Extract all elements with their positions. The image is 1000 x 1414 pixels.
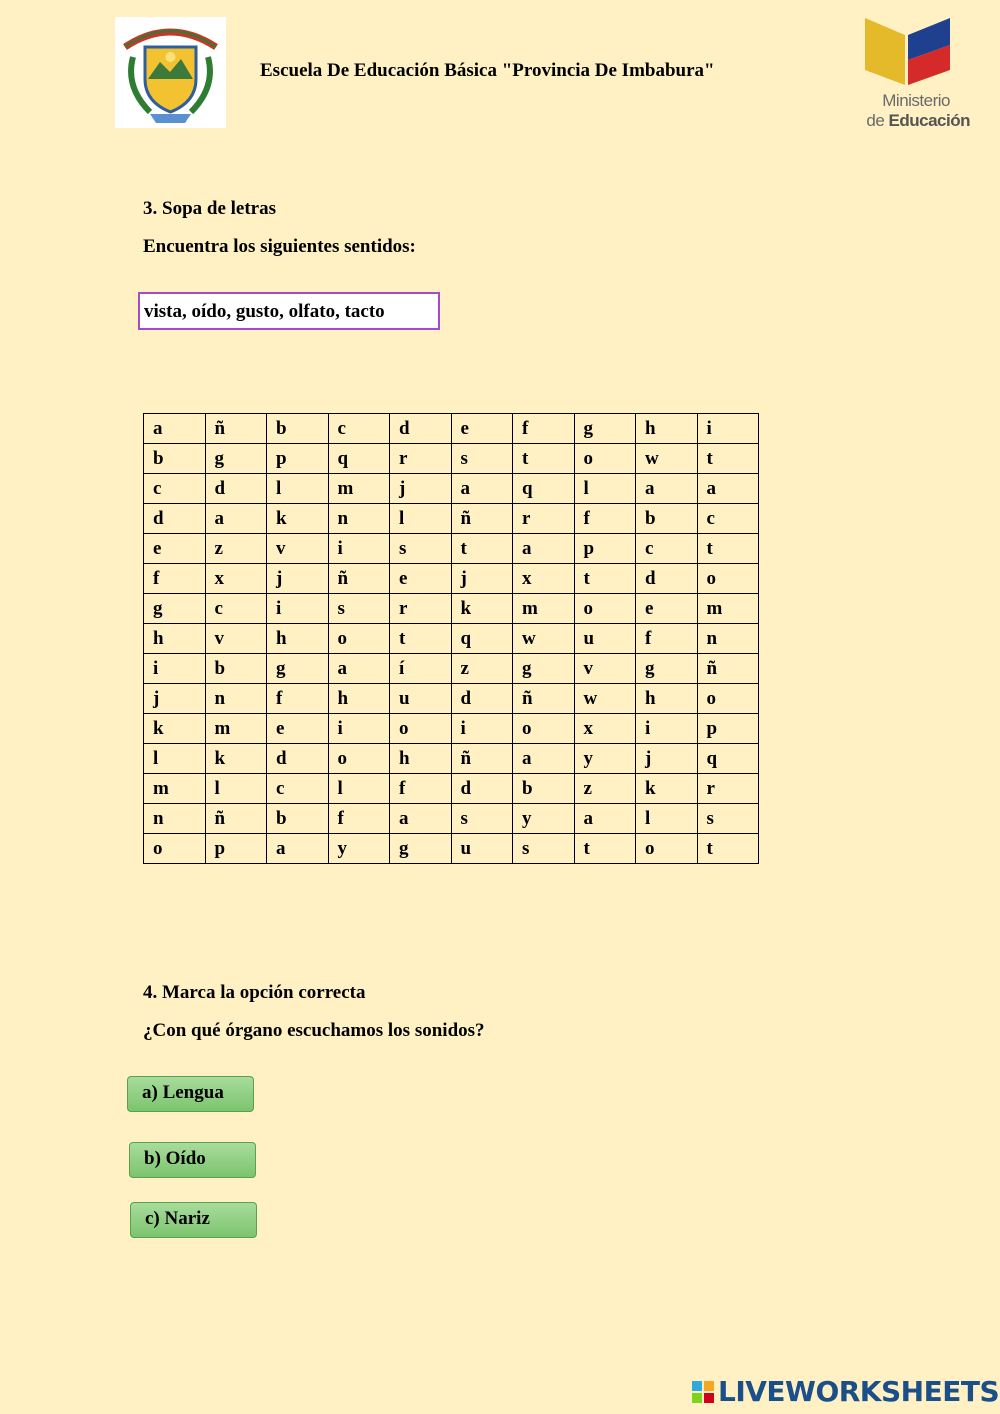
grid-row: [144, 804, 759, 834]
grid-cell: v: [205, 624, 267, 654]
grid-cell: e: [390, 564, 452, 594]
grid-cell: l: [328, 774, 390, 804]
grid-cell: f: [513, 414, 575, 444]
grid-cell: o: [697, 564, 759, 594]
grid-cell: z: [205, 534, 267, 564]
grid-cell: s: [328, 594, 390, 624]
grid-cell: u: [451, 834, 513, 864]
grid-cell: k: [205, 744, 267, 774]
grid-cell: n: [144, 804, 206, 834]
grid-cell: w: [636, 444, 698, 474]
grid-cell: a: [513, 534, 575, 564]
grid-cell: s: [390, 534, 452, 564]
grid-cell: e: [451, 414, 513, 444]
grid-cell: h: [636, 684, 698, 714]
grid-cell: d: [144, 504, 206, 534]
grid-cell: c: [144, 474, 206, 504]
grid-cell: t: [513, 444, 575, 474]
word-search-grid: [143, 413, 759, 864]
grid-cell: o: [390, 714, 452, 744]
section3-title: 3. Sopa de letras: [143, 198, 276, 219]
grid-cell: h: [144, 624, 206, 654]
grid-cell: ñ: [697, 654, 759, 684]
grid-cell: ñ: [328, 564, 390, 594]
grid-cell: f: [144, 564, 206, 594]
grid-cell: ñ: [451, 744, 513, 774]
grid-cell: b: [205, 654, 267, 684]
grid-cell: b: [513, 774, 575, 804]
grid-row: [144, 714, 759, 744]
grid-cell: l: [390, 504, 452, 534]
liveworksheets-cube-icon: [692, 1377, 714, 1399]
grid-cell: z: [574, 774, 636, 804]
grid-cell: n: [205, 684, 267, 714]
school-crest-logo: [115, 17, 226, 128]
grid-cell: m: [697, 594, 759, 624]
grid-cell: h: [267, 624, 329, 654]
grid-cell: ñ: [205, 414, 267, 444]
grid-row: [144, 774, 759, 804]
grid-cell: u: [574, 624, 636, 654]
grid-cell: ñ: [205, 804, 267, 834]
option-b-button[interactable]: b) Oído: [129, 1142, 256, 1178]
grid-cell: j: [636, 744, 698, 774]
grid-cell: q: [328, 444, 390, 474]
grid-cell: x: [574, 714, 636, 744]
grid-cell: y: [574, 744, 636, 774]
grid-cell: a: [697, 474, 759, 504]
grid-cell: o: [697, 684, 759, 714]
grid-cell: a: [451, 474, 513, 504]
grid-cell: a: [267, 834, 329, 864]
grid-cell: z: [451, 654, 513, 684]
grid-cell: í: [390, 654, 452, 684]
grid-cell: c: [636, 534, 698, 564]
ministry-line2: de Educación: [866, 111, 970, 130]
grid-cell: e: [636, 594, 698, 624]
grid-cell: s: [513, 834, 575, 864]
grid-row: [144, 474, 759, 504]
option-c-button[interactable]: c) Nariz: [130, 1202, 257, 1238]
grid-cell: o: [328, 624, 390, 654]
grid-cell: n: [697, 624, 759, 654]
grid-cell: q: [513, 474, 575, 504]
grid-cell: i: [697, 414, 759, 444]
grid-cell: r: [390, 594, 452, 624]
section4-question: ¿Con qué órgano escuchamos los sonidos?: [143, 1020, 485, 1041]
grid-cell: y: [328, 834, 390, 864]
school-name: Escuela De Educación Básica "Provincia De Imbabura": [260, 60, 715, 81]
grid-cell: m: [328, 474, 390, 504]
grid-cell: i: [267, 594, 329, 624]
grid-row: [144, 744, 759, 774]
grid-cell: f: [574, 504, 636, 534]
grid-cell: d: [451, 684, 513, 714]
grid-cell: r: [697, 774, 759, 804]
grid-row: [144, 564, 759, 594]
grid-row: [144, 504, 759, 534]
grid-cell: j: [390, 474, 452, 504]
grid-row: [144, 444, 759, 474]
grid-cell: t: [390, 624, 452, 654]
grid-cell: g: [636, 654, 698, 684]
grid-cell: a: [328, 654, 390, 684]
grid-cell: p: [267, 444, 329, 474]
grid-cell: o: [513, 714, 575, 744]
grid-cell: m: [144, 774, 206, 804]
grid-cell: v: [574, 654, 636, 684]
grid-cell: u: [390, 684, 452, 714]
grid-cell: t: [697, 444, 759, 474]
grid-cell: s: [697, 804, 759, 834]
word-list-box: vista, oído, gusto, olfato, tacto: [138, 292, 440, 330]
grid-cell: f: [328, 804, 390, 834]
grid-cell: d: [205, 474, 267, 504]
grid-cell: c: [328, 414, 390, 444]
grid-cell: t: [697, 834, 759, 864]
grid-cell: c: [267, 774, 329, 804]
grid-cell: w: [513, 624, 575, 654]
grid-cell: g: [513, 654, 575, 684]
grid-cell: i: [636, 714, 698, 744]
grid-cell: l: [636, 804, 698, 834]
grid-row: [144, 834, 759, 864]
grid-cell: p: [697, 714, 759, 744]
grid-cell: g: [205, 444, 267, 474]
grid-cell: f: [390, 774, 452, 804]
grid-cell: t: [574, 834, 636, 864]
grid-cell: m: [205, 714, 267, 744]
grid-row: [144, 414, 759, 444]
grid-cell: h: [636, 414, 698, 444]
grid-row: [144, 624, 759, 654]
grid-cell: i: [328, 714, 390, 744]
grid-cell: a: [513, 744, 575, 774]
grid-cell: k: [267, 504, 329, 534]
grid-cell: p: [574, 534, 636, 564]
grid-cell: a: [144, 414, 206, 444]
grid-cell: x: [513, 564, 575, 594]
grid-cell: k: [636, 774, 698, 804]
grid-cell: j: [267, 564, 329, 594]
grid-cell: ñ: [513, 684, 575, 714]
grid-cell: d: [636, 564, 698, 594]
grid-cell: o: [574, 444, 636, 474]
grid-cell: ñ: [451, 504, 513, 534]
grid-cell: k: [451, 594, 513, 624]
grid-cell: o: [636, 834, 698, 864]
grid-cell: b: [144, 444, 206, 474]
grid-cell: o: [144, 834, 206, 864]
grid-cell: a: [574, 804, 636, 834]
grid-cell: d: [451, 774, 513, 804]
grid-cell: c: [697, 504, 759, 534]
grid-row: [144, 684, 759, 714]
grid-cell: q: [451, 624, 513, 654]
grid-cell: k: [144, 714, 206, 744]
grid-cell: l: [267, 474, 329, 504]
grid-cell: s: [451, 804, 513, 834]
grid-cell: o: [328, 744, 390, 774]
grid-cell: i: [451, 714, 513, 744]
grid-cell: f: [267, 684, 329, 714]
grid-cell: h: [328, 684, 390, 714]
grid-cell: l: [205, 774, 267, 804]
grid-cell: t: [574, 564, 636, 594]
grid-cell: t: [451, 534, 513, 564]
liveworksheets-logo: [692, 1375, 1000, 1408]
grid-cell: c: [205, 594, 267, 624]
grid-cell: a: [205, 504, 267, 534]
grid-cell: i: [328, 534, 390, 564]
ministry-line1: Ministerio: [882, 91, 950, 110]
grid-cell: i: [144, 654, 206, 684]
grid-cell: x: [205, 564, 267, 594]
grid-cell: d: [267, 744, 329, 774]
grid-cell: l: [144, 744, 206, 774]
grid-cell: a: [636, 474, 698, 504]
grid-cell: a: [390, 804, 452, 834]
grid-row: [144, 534, 759, 564]
grid-row: [144, 654, 759, 684]
ministry-logo: [850, 15, 970, 135]
grid-cell: b: [267, 804, 329, 834]
liveworksheets-brand: LIVEWORKSHEETS: [718, 1375, 1000, 1408]
section4-title: 4. Marca la opción correcta: [143, 982, 366, 1003]
grid-cell: q: [697, 744, 759, 774]
section3-instruction: Encuentra los siguientes sentidos:: [143, 236, 416, 257]
grid-cell: e: [144, 534, 206, 564]
grid-cell: y: [513, 804, 575, 834]
grid-row: [144, 594, 759, 624]
grid-cell: f: [636, 624, 698, 654]
grid-cell: p: [205, 834, 267, 864]
grid-cell: g: [144, 594, 206, 624]
grid-cell: l: [574, 474, 636, 504]
grid-cell: j: [451, 564, 513, 594]
grid-cell: g: [267, 654, 329, 684]
grid-cell: s: [451, 444, 513, 474]
grid-cell: e: [267, 714, 329, 744]
grid-cell: b: [267, 414, 329, 444]
grid-cell: t: [697, 534, 759, 564]
option-a-button[interactable]: a) Lengua: [127, 1076, 254, 1112]
grid-cell: j: [144, 684, 206, 714]
grid-cell: w: [574, 684, 636, 714]
grid-cell: m: [513, 594, 575, 624]
grid-cell: r: [513, 504, 575, 534]
grid-cell: g: [574, 414, 636, 444]
grid-cell: o: [574, 594, 636, 624]
grid-cell: v: [267, 534, 329, 564]
grid-cell: n: [328, 504, 390, 534]
grid-cell: g: [390, 834, 452, 864]
grid-cell: r: [390, 444, 452, 474]
grid-cell: d: [390, 414, 452, 444]
grid-cell: b: [636, 504, 698, 534]
grid-cell: h: [390, 744, 452, 774]
